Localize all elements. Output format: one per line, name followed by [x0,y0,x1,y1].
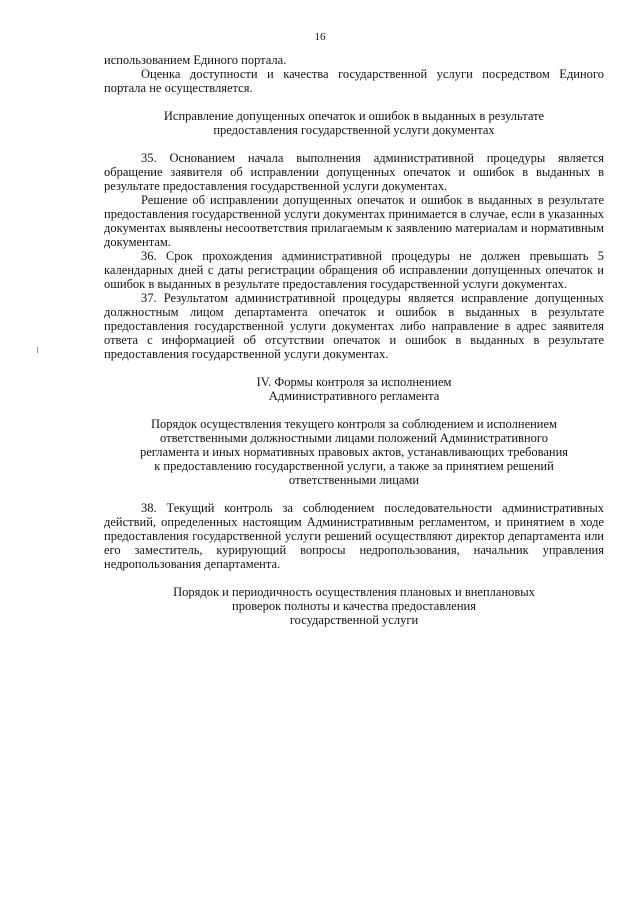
page-number: 16 [314,31,326,43]
paragraph-38: 38. Текущий контроль за соблюдением последовательности административных действий, определенных настоящим Административным регламентом, и принятием в ходе предоставления государственной услуги решений осуществляют директор департамента или его заместитель, курирующий вопросы недропользования, начальник управления недропользования департамента. [104,501,604,571]
paragraph-37: 37. Результатом административной процедуры является исправление допущенных должностным лицом департамента опечаток и ошибок в выданных в результате предоставления государственной услуги документах либо направление в адрес заявителя ответа с информацией об отсутствии опечаток и ошибок в выданных в результате предоставления государственной услуги документах. [104,291,604,361]
heading-line: государственной услуги [289,613,419,627]
heading-line: предоставления государственной услуги документах [213,123,495,137]
heading-line: ответственными лицами [288,473,420,487]
heading-line: Порядок осуществления текущего контроля за соблюдением и исполнением [151,417,557,431]
scan-mark [37,347,38,353]
paragraph-36: 36. Срок прохождения административной процедуры не должен превышать 5 календарных дней с даты регистрации обращения об исправлении допущенных опечаток и ошибок в выданных в результате предоставления государственной услуги документах. [104,249,604,291]
paragraph-decision: Решение об исправлении допущенных опечаток и ошибок в выданных в результате предоставления государственной услуги документах принимается в случае, если в указанных документах выявлены несоответствия прилагаемым к заявлению материалам и нормативным документам. [104,193,604,249]
paragraph-35: 35. Основанием начала выполнения административной процедуры является обращение заявителя об исправлении допущенных опечаток и ошибок в выданных в результате предоставления государственной услуги документах. [104,151,604,193]
heading-line: Административного регламента [268,389,440,403]
section-heading-current-control [104,417,604,487]
heading-line: регламента и иных нормативных правовых актов, устанавливающих требования [139,445,569,459]
heading-line: к предоставлению государственной услуги, а также за принятием решений [154,459,554,473]
heading-line: Исправление допущенных опечаток и ошибок в выданных в результате [163,109,545,123]
paragraph-portal-end: использованием Единого портала. [104,53,287,67]
heading-line: ответственными должностными лицами положений Административного [160,431,548,445]
heading-line: проверок полноты и качества предоставления [232,599,476,613]
heading-line: Порядок и периодичность осуществления плановых и внеплановых [173,585,535,599]
section-heading-corrections [104,109,604,137]
paragraph-assessment: Оценка доступности и качества государственной услуги посредством Единого портала не осуществляется. [104,67,604,95]
heading-line: IV. Формы контроля за исполнением [256,375,452,389]
chapter-heading-iv [104,375,604,403]
document-body [104,53,604,627]
section-heading-inspections [104,585,604,627]
